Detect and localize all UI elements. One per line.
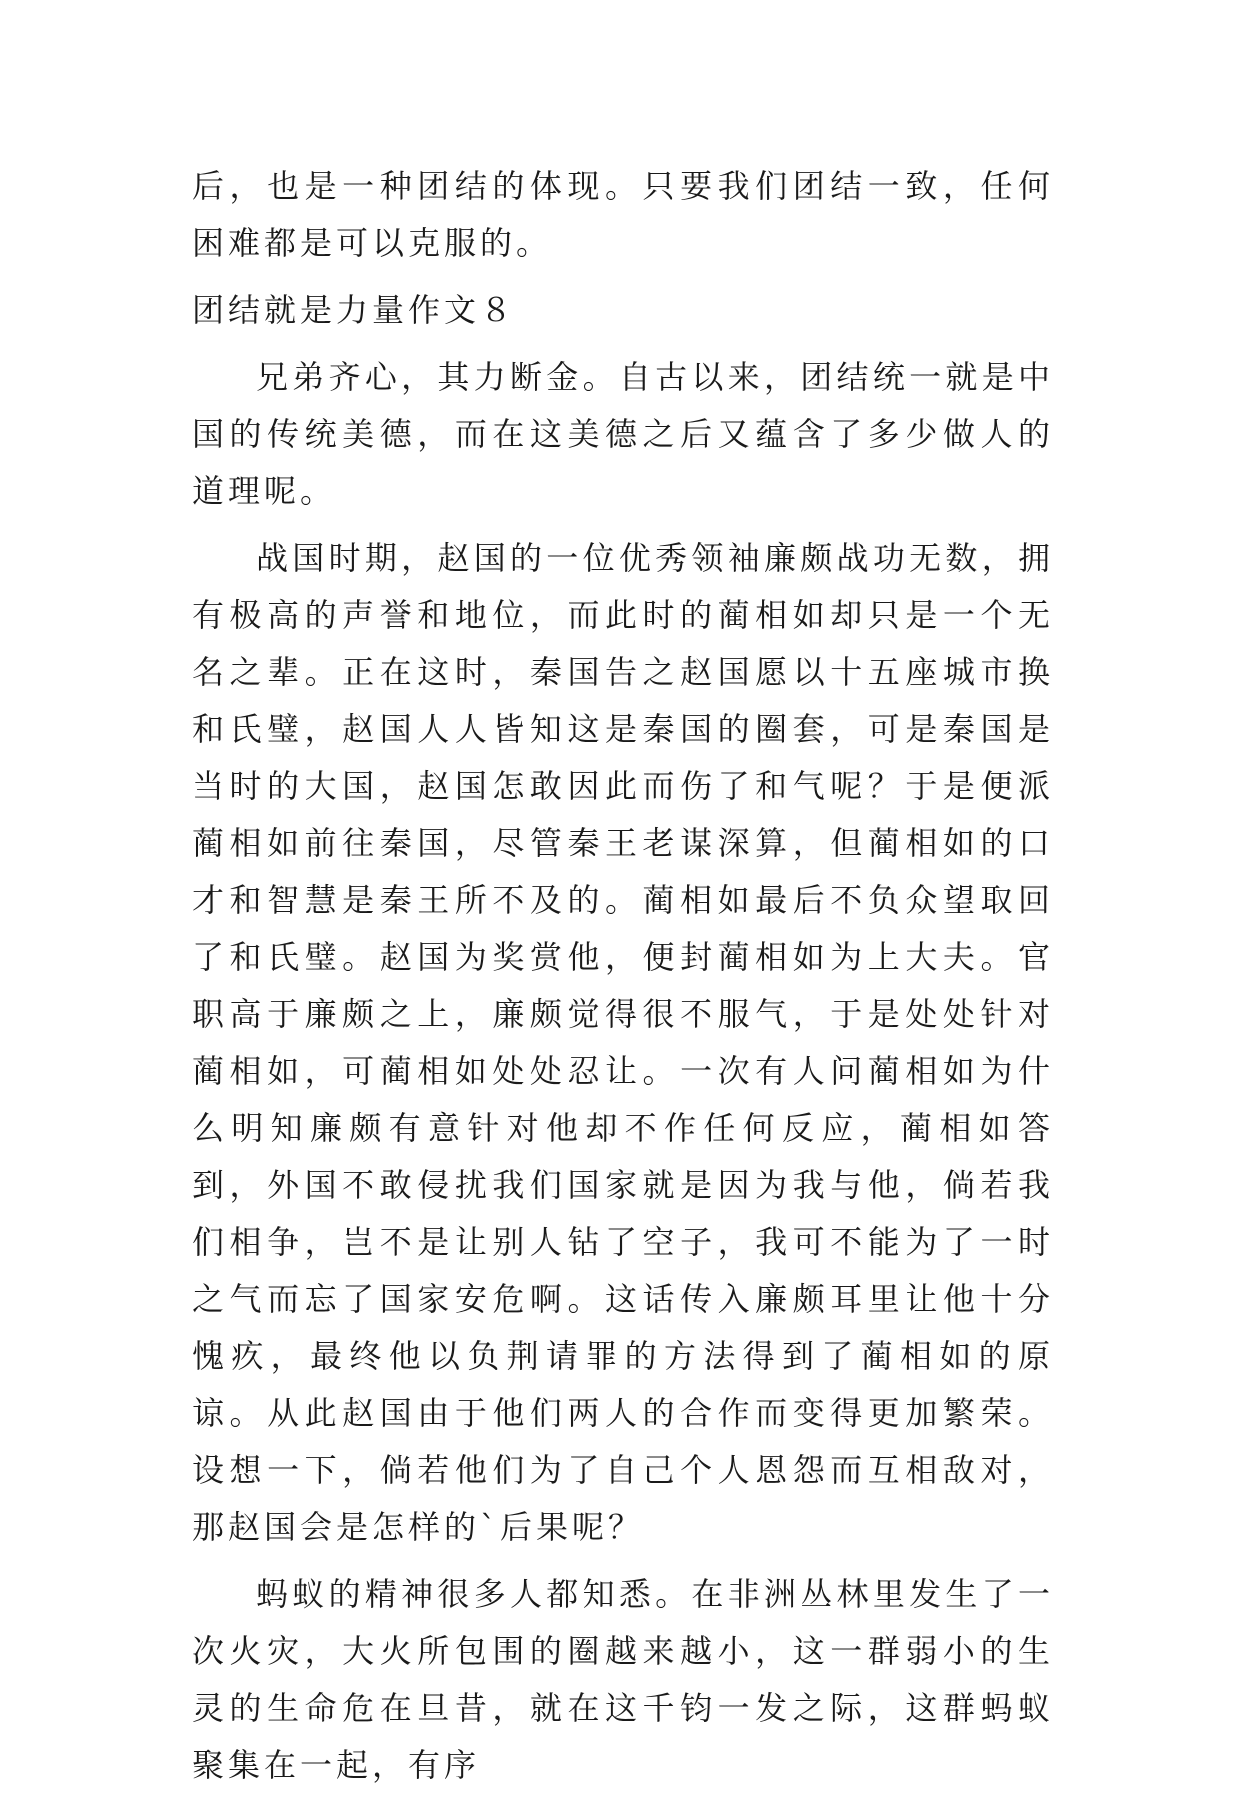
body-paragraph-2: 战国时期，赵国的一位优秀领袖廉颇战功无数，拥有极高的声誉和地位，而此时的蔺相如却只是一个无名之辈。正在这时，秦国告之赵国愿以十五座城市换和氏璧，赵国人人皆知这是秦国的圈套，可是秦国是当时的大国，赵国怎敢因此而伤了和气呢？于是便派蔺相如前往秦国，尽管秦王老谋深算，但蔺相如的口才和智慧是秦王所不及的。蔺相如最后不负众望取回了和氏璧。赵国为奖赏他，便封蔺相如为上大夫。官职高于廉颇之上，廉颇觉得很不服气，于是处处针对蔺相如，可蔺相如处处忍让。一次有人问蔺相如为什么明知廉颇有意针对他却不作任何反应，蔺相如答到，外国不敢侵扰我们国家就是因为我与他，倘若我们相争，岂不是让别人钻了空子，我可不能为了一时之气而忘了国家安危啊。这话传入廉颇耳里让他十分愧疚，最终他以负荆请罪的方法得到了蔺相如的原谅。从此赵国由于他们两人的合作而变得更加繁荣。设想一下，倘若他们为了自己个人恩怨而互相敌对，那赵国会是怎样的`后果呢？ <box>192 539 1054 1546</box>
body-paragraph-1: 兄弟齐心，其力断金。自古以来，团结统一就是中国的传统美德，而在这美德之后又蕴含了多少做人的道理呢。 <box>192 358 1054 510</box>
document-content <box>192 158 1054 1804</box>
continued-paragraph: 后，也是一种团结的体现。只要我们团结一致，任何困难都是可以克服的。 <box>192 167 1054 262</box>
essay-heading: 团结就是力量作文８ <box>192 291 517 329</box>
body-paragraph-3: 蚂蚁的精神很多人都知悉。在非洲丛林里发生了一次火灾，大火所包围的圈越来越小，这一群弱小的生灵的生命危在旦昔，就在这千钧一发之际，这群蚂蚁聚集在一起，有序 <box>192 1575 1054 1784</box>
